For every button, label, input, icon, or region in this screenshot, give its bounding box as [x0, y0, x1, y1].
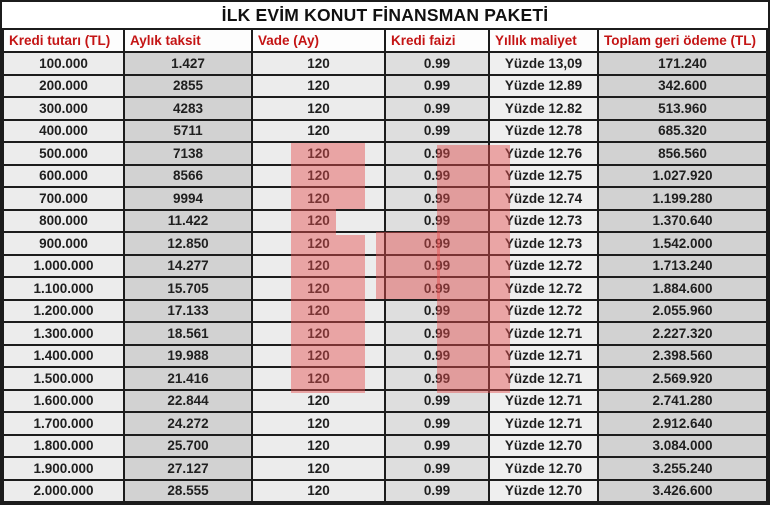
cell: 2.741.280	[598, 390, 767, 413]
cell: 24.272	[124, 412, 252, 435]
cell: 400.000	[3, 120, 124, 143]
cell: Yüzde 12.71	[489, 367, 598, 390]
cell: 0.99	[385, 412, 489, 435]
cell: 2.912.640	[598, 412, 767, 435]
cell: 120	[252, 52, 385, 75]
cell: 500.000	[3, 142, 124, 165]
cell: Yüzde 12.71	[489, 322, 598, 345]
column-header: Kredi faizi	[385, 29, 489, 52]
cell: Yüzde 12.76	[489, 142, 598, 165]
cell: 0.99	[385, 345, 489, 368]
cell: 3.084.000	[598, 435, 767, 458]
cell: 1.199.280	[598, 187, 767, 210]
table-row	[3, 367, 767, 390]
cell: Yüzde 12.73	[489, 210, 598, 233]
table-row	[3, 255, 767, 278]
cell: 120	[252, 97, 385, 120]
cell: 900.000	[3, 232, 124, 255]
table-row	[3, 232, 767, 255]
table-row	[3, 277, 767, 300]
cell: 1.884.600	[598, 277, 767, 300]
cell: 120	[252, 367, 385, 390]
cell: 0.99	[385, 322, 489, 345]
cell: Yüzde 12.71	[489, 345, 598, 368]
cell: 15.705	[124, 277, 252, 300]
cell: 800.000	[3, 210, 124, 233]
cell: 0.99	[385, 480, 489, 503]
cell: 12.850	[124, 232, 252, 255]
cell: 2855	[124, 75, 252, 98]
cell: 2.227.320	[598, 322, 767, 345]
cell: 0.99	[385, 457, 489, 480]
cell: 0.99	[385, 52, 489, 75]
cell: 2.569.920	[598, 367, 767, 390]
cell: Yüzde 12.74	[489, 187, 598, 210]
cell: 171.240	[598, 52, 767, 75]
cell: 25.700	[124, 435, 252, 458]
table-row	[3, 120, 767, 143]
table-row	[3, 97, 767, 120]
column-header: Yıllık maliyet	[489, 29, 598, 52]
cell: 18.561	[124, 322, 252, 345]
cell: 120	[252, 187, 385, 210]
cell: 0.99	[385, 300, 489, 323]
cell: 17.133	[124, 300, 252, 323]
finance-table	[2, 28, 768, 503]
cell: 120	[252, 120, 385, 143]
table-row	[3, 390, 767, 413]
cell: Yüzde 12.75	[489, 165, 598, 188]
cell: 0.99	[385, 277, 489, 300]
cell: Yüzde 12.72	[489, 277, 598, 300]
cell: 120	[252, 277, 385, 300]
table-row	[3, 322, 767, 345]
cell: 2.000.000	[3, 480, 124, 503]
cell: 1.500.000	[3, 367, 124, 390]
cell: 0.99	[385, 435, 489, 458]
column-header: Aylık taksit	[124, 29, 252, 52]
cell: Yüzde 12.70	[489, 480, 598, 503]
page-title: İLK EVİM KONUT FİNANSMAN PAKETİ	[2, 2, 768, 28]
header-row	[3, 29, 767, 52]
cell: 120	[252, 345, 385, 368]
cell: 1.700.000	[3, 412, 124, 435]
cell: 1.300.000	[3, 322, 124, 345]
cell: 0.99	[385, 367, 489, 390]
cell: 0.99	[385, 97, 489, 120]
cell: 27.127	[124, 457, 252, 480]
cell: 0.99	[385, 75, 489, 98]
cell: 120	[252, 480, 385, 503]
cell: 0.99	[385, 232, 489, 255]
cell: 1.542.000	[598, 232, 767, 255]
cell: 1.027.920	[598, 165, 767, 188]
cell: 0.99	[385, 120, 489, 143]
cell: 120	[252, 255, 385, 278]
cell: 9994	[124, 187, 252, 210]
table-row	[3, 210, 767, 233]
cell: Yüzde 12.82	[489, 97, 598, 120]
cell: 21.416	[124, 367, 252, 390]
cell: Yüzde 12.89	[489, 75, 598, 98]
cell: 1.900.000	[3, 457, 124, 480]
cell: 0.99	[385, 165, 489, 188]
table-row	[3, 300, 767, 323]
table-row	[3, 457, 767, 480]
cell: 0.99	[385, 187, 489, 210]
cell: 5711	[124, 120, 252, 143]
cell: Yüzde 12.72	[489, 255, 598, 278]
cell: 700.000	[3, 187, 124, 210]
cell: 22.844	[124, 390, 252, 413]
cell: Yüzde 12.78	[489, 120, 598, 143]
table-row	[3, 435, 767, 458]
cell: 1.100.000	[3, 277, 124, 300]
cell: 120	[252, 75, 385, 98]
cell: 120	[252, 412, 385, 435]
table-row	[3, 480, 767, 503]
cell: 120	[252, 390, 385, 413]
cell: 120	[252, 322, 385, 345]
cell: 14.277	[124, 255, 252, 278]
cell: 8566	[124, 165, 252, 188]
cell: Yüzde 12.71	[489, 412, 598, 435]
cell: Yüzde 12.71	[489, 390, 598, 413]
cell: 0.99	[385, 142, 489, 165]
cell: 7138	[124, 142, 252, 165]
cell: Yüzde 13,09	[489, 52, 598, 75]
cell: 120	[252, 457, 385, 480]
cell: 685.320	[598, 120, 767, 143]
cell: 342.600	[598, 75, 767, 98]
cell: 513.960	[598, 97, 767, 120]
cell: 11.422	[124, 210, 252, 233]
cell: 1.200.000	[3, 300, 124, 323]
cell: 120	[252, 232, 385, 255]
cell: 1.800.000	[3, 435, 124, 458]
cell: 4283	[124, 97, 252, 120]
finance-table-body	[3, 52, 767, 502]
table-row	[3, 165, 767, 188]
column-header: Kredi tutarı (TL)	[3, 29, 124, 52]
cell: 856.560	[598, 142, 767, 165]
table-row	[3, 412, 767, 435]
cell: Yüzde 12.73	[489, 232, 598, 255]
cell: Yüzde 12.70	[489, 435, 598, 458]
cell: 1.600.000	[3, 390, 124, 413]
cell: 1.713.240	[598, 255, 767, 278]
cell: 1.427	[124, 52, 252, 75]
cell: 120	[252, 300, 385, 323]
cell: 2.055.960	[598, 300, 767, 323]
cell: Yüzde 12.70	[489, 457, 598, 480]
table-row	[3, 75, 767, 98]
cell: 1.370.640	[598, 210, 767, 233]
cell: 0.99	[385, 255, 489, 278]
table-row	[3, 345, 767, 368]
cell: 1.400.000	[3, 345, 124, 368]
table-row	[3, 52, 767, 75]
cell: 300.000	[3, 97, 124, 120]
cell: 28.555	[124, 480, 252, 503]
cell: 120	[252, 210, 385, 233]
cell: 3.255.240	[598, 457, 767, 480]
cell: 100.000	[3, 52, 124, 75]
cell: Yüzde 12.72	[489, 300, 598, 323]
column-header: Vade (Ay)	[252, 29, 385, 52]
cell: 19.988	[124, 345, 252, 368]
cell: 1.000.000	[3, 255, 124, 278]
cell: 0.99	[385, 390, 489, 413]
cell: 120	[252, 165, 385, 188]
cell: 200.000	[3, 75, 124, 98]
table-row	[3, 142, 767, 165]
cell: 600.000	[3, 165, 124, 188]
cell: 3.426.600	[598, 480, 767, 503]
table-row	[3, 187, 767, 210]
cell: 2.398.560	[598, 345, 767, 368]
cell: 120	[252, 142, 385, 165]
cell: 0.99	[385, 210, 489, 233]
cell: 120	[252, 435, 385, 458]
column-header: Toplam geri ödeme (TL)	[598, 29, 767, 52]
